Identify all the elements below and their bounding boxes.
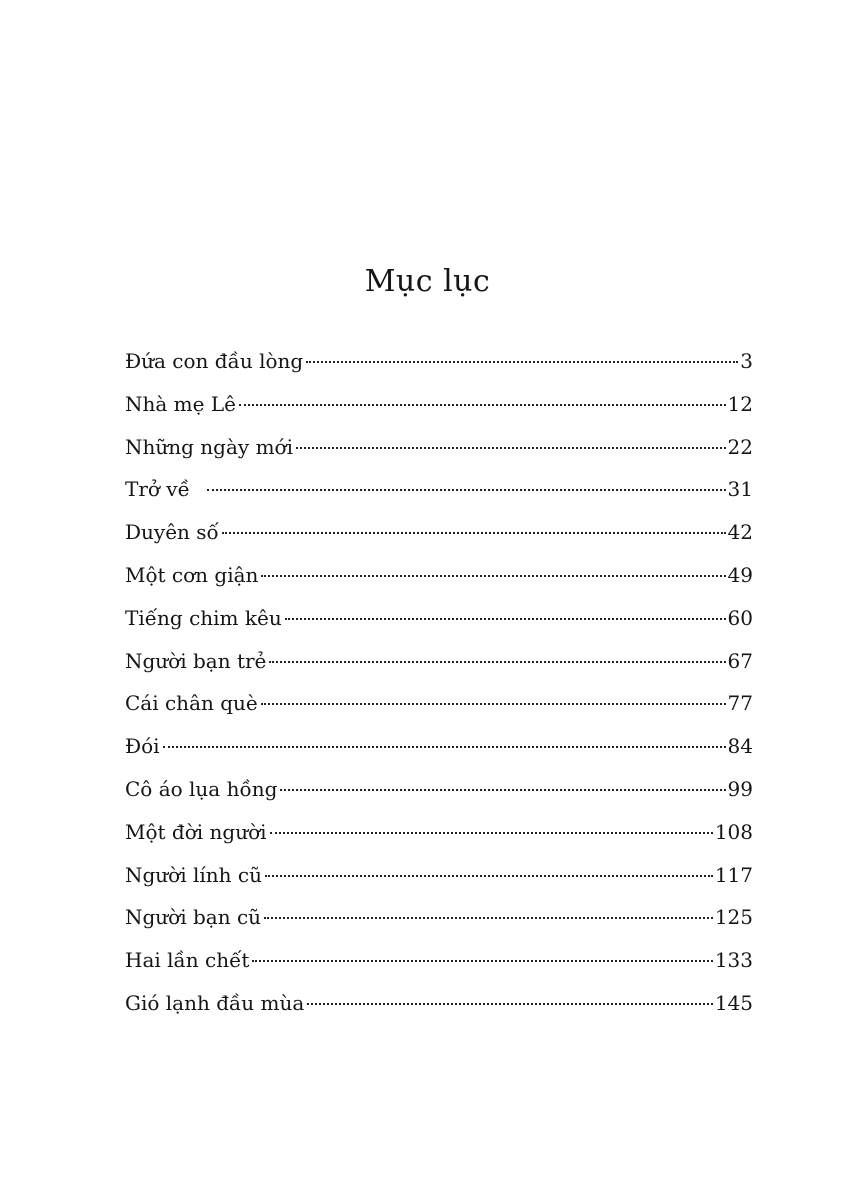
toc-entry-page: 117 <box>714 862 753 887</box>
toc-entry-title: Duyên số <box>125 520 219 545</box>
dot-leader <box>239 404 726 406</box>
toc-entry <box>125 682 753 725</box>
toc-entry-page: 22 <box>727 434 753 459</box>
dot-leader <box>207 489 726 491</box>
toc-entry <box>125 811 753 854</box>
dot-leader <box>222 532 726 534</box>
toc-entry <box>125 982 753 1025</box>
toc-entry-page: 12 <box>727 391 753 416</box>
toc-entry <box>125 597 753 640</box>
toc-entry <box>125 383 753 426</box>
toc-entry-page: 31 <box>727 477 753 502</box>
toc-entry-title: Đói <box>125 734 160 759</box>
toc-entry-title: Nhà mẹ Lê <box>125 391 236 416</box>
toc-entry-page: 125 <box>714 905 753 930</box>
toc-entry <box>125 426 753 469</box>
toc-entry-page: 77 <box>727 691 753 716</box>
toc-entry-title: Gió lạnh đầu mùa <box>125 990 305 1015</box>
dot-leader <box>306 361 738 363</box>
toc-entry-title: Người bạn cũ <box>125 905 262 930</box>
dot-leader <box>252 960 712 962</box>
table-of-contents <box>125 340 753 1025</box>
dot-leader <box>269 661 725 663</box>
dot-leader <box>307 1003 713 1005</box>
toc-entry <box>125 640 753 683</box>
toc-entry-page: 108 <box>714 819 753 844</box>
toc-entry-page: 49 <box>727 562 753 587</box>
dot-leader <box>264 917 713 919</box>
page-title: Mục lục <box>364 264 491 300</box>
toc-entry <box>125 939 753 982</box>
toc-entry <box>125 768 753 811</box>
toc-entry-page: 60 <box>727 605 753 630</box>
toc-entry-title: Một cơn giận <box>125 562 259 587</box>
dot-leader <box>280 789 725 791</box>
dot-leader <box>163 746 726 748</box>
toc-entry <box>125 854 753 897</box>
toc-entry-title: Tiếng chim kêu <box>125 605 282 630</box>
toc-entry-page: 133 <box>714 948 753 973</box>
toc-entry-page: 67 <box>727 648 753 673</box>
dot-leader <box>261 575 725 577</box>
dot-leader <box>265 875 713 877</box>
toc-entry-page: 145 <box>714 990 753 1015</box>
dot-leader <box>285 618 726 620</box>
toc-entry-page: 42 <box>727 520 753 545</box>
toc-entry-title: Cái chân què <box>125 691 258 716</box>
toc-entry <box>125 468 753 511</box>
dot-leader <box>261 703 726 705</box>
toc-entry <box>125 511 753 554</box>
toc-entry-page: 84 <box>727 734 753 759</box>
toc-entry-title: Cô áo lụa hồng <box>125 776 278 801</box>
toc-entry-page: 99 <box>727 776 753 801</box>
toc-entry-title: Hai lần chết <box>125 948 250 973</box>
toc-entry-title: Một đời người <box>125 819 267 844</box>
toc-entry-page: 3 <box>740 349 753 373</box>
toc-entry-title: Người bạn trẻ <box>125 648 267 673</box>
toc-entry <box>125 340 753 383</box>
dot-leader <box>296 447 726 449</box>
toc-entry-title: Đứa con đầu lòng <box>125 349 304 373</box>
dot-leader <box>270 832 713 834</box>
toc-entry-title: Những ngày mới <box>125 434 293 459</box>
toc-entry <box>125 896 753 939</box>
toc-entry-title: Trở về <box>125 477 190 502</box>
toc-entry <box>125 725 753 768</box>
toc-entry-title: Người lính cũ <box>125 862 262 887</box>
toc-entry <box>125 554 753 597</box>
